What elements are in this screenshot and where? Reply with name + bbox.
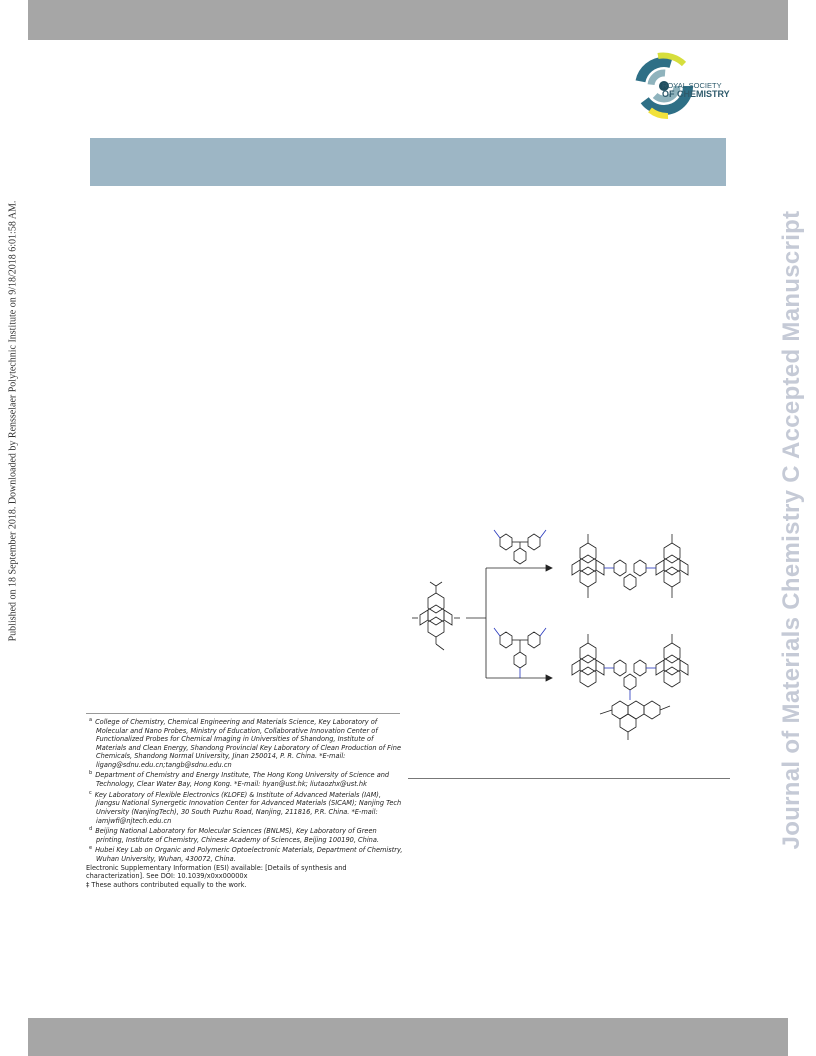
logo-line2: OF CHEMISTRY (662, 89, 730, 99)
download-notice-text: Published on 18 September 2018. Downloaded by Rensselaer Polytechnic Institute on 9/18/2018 6:01:58 AM. (7, 200, 19, 642)
esi-note: Electronic Supplementary Information (ESI) available: [Details of synthesis and characterization]. See DOI: 10.1039/x0xx00000x (86, 863, 347, 881)
reagent-2-structure (494, 628, 546, 678)
affiliation-e: $^e$ Hubei Key Lab on Organic and Polymeric Optoelectronic Materials, Department of Chemistry, Wuhan University, Wuhan, 430072, China. (89, 845, 403, 864)
rsc-logo-text (662, 81, 730, 99)
affiliation-a: $^a$ College of Chemistry, Chemical Engineering and Materials Science, Key Laboratory of Molecular and Nano Probes, Ministry of Education, Collaborative Innovation Center of Functionalized Probes for Chemical Imaging in Universities of Shandong, Institute of Materials and Clean Energy, Shandong Provincial Key Laboratory of Clean Production of Fine Chemicals, Shandong Normal University, Jinan 250014, P. R. China. *E-mail: ligang@sdnu.edu.cn;tangb@sdnu.edu.cn (89, 717, 401, 769)
journal-watermark (774, 140, 810, 920)
reagent-1-structure (494, 530, 546, 564)
logo-line1: ROYAL SOCIETY (662, 81, 722, 90)
footnote-rule (86, 713, 400, 714)
equal-contribution-note: ‡ These authors contributed equally to the work. (86, 880, 247, 889)
footnotes (86, 716, 404, 889)
product-1-structure (572, 534, 688, 598)
download-notice (6, 186, 20, 656)
scheme-rule (408, 778, 730, 779)
footer-bar (28, 1018, 788, 1056)
starting-material-structure (412, 582, 460, 650)
affiliation-b: $^b$ Department of Chemistry and Energy Institute, The Hong Kong University of Science and Technology, Clear Water Bay, Hong Kong. *E-mail: hyan@ust.hk; liutaozhx@ust.hk (89, 770, 390, 789)
article-type-band (90, 138, 726, 186)
affiliation-d: $^d$ Beijing National Laboratory for Molecular Sciences (BNLMS), Key Laboratory of Green printing, Institute of Chemistry, Chinese Academy of Sciences, Beijing 100190, China. (89, 826, 379, 844)
journal-watermark-text: Journal of Materials Chemistry C Accepted Manuscript (778, 210, 805, 850)
product-2-structure (572, 634, 688, 740)
header-bar (28, 0, 788, 40)
synthesis-scheme (408, 520, 708, 746)
affiliation-c: $^c$ Key Laboratory of Flexible Electronics (KLOFE) & Institute of Advanced Materials (IAM), Jiangsu National Synergetic Innovation Center for Advanced Materials (SICAM); Nanjing Tech University (NanjingTech), 30 South Puzhu Road, Nanjing, 211816, P.R. China. *E-mail: iamjwfi@njtech.edu.cn (89, 789, 402, 825)
